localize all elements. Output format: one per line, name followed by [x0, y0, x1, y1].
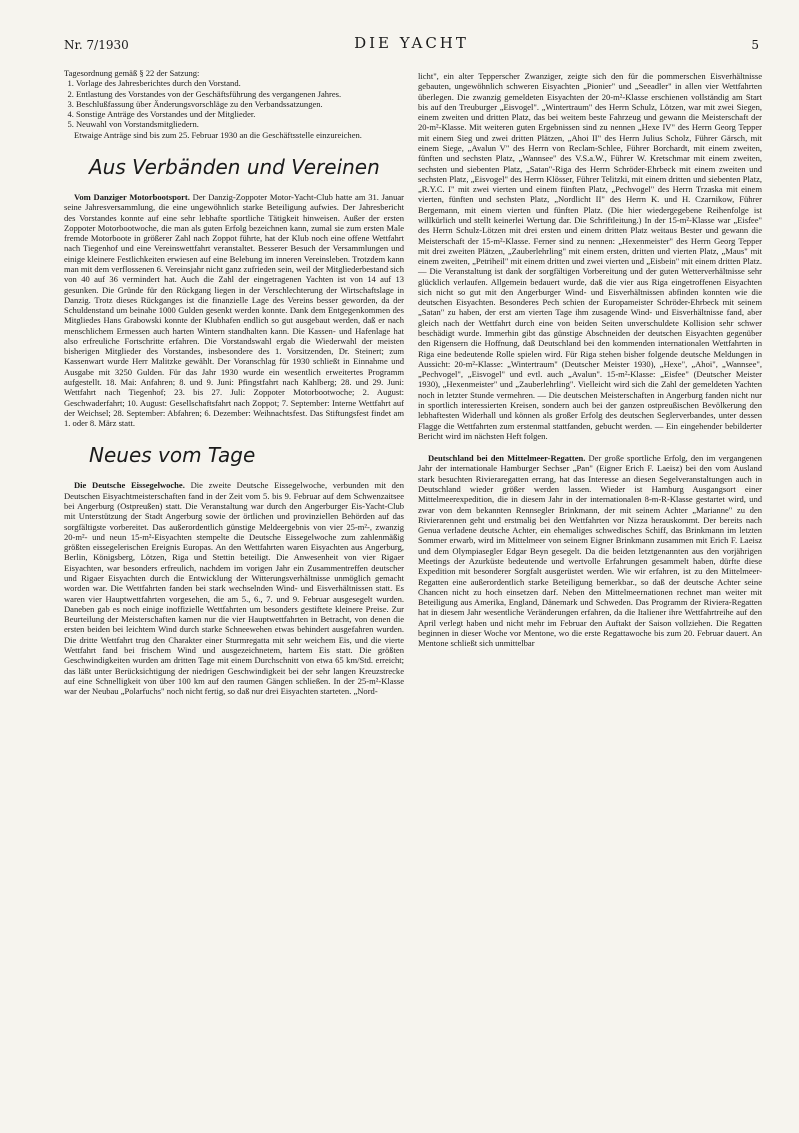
- agenda-item: 5. Neuwahl von Vorstandsmitgliedern.: [76, 119, 404, 129]
- section-heading-verbaende: Aus Verbänden und Vereinen: [89, 154, 380, 179]
- right-column: [418, 71, 762, 648]
- page-header: [64, 34, 759, 58]
- article-lead: Vom Danziger Motorbootsport.: [74, 191, 190, 202]
- article-lead: Deutschland bei den Mittelmeer-Regatten.: [428, 453, 586, 464]
- agenda-item: 3. Beschlußfassung über Änderungsvorschläge zu den Verbandssatzungen.: [76, 99, 404, 109]
- paragraph-spacer: [418, 441, 762, 453]
- article-danzig: [64, 192, 404, 428]
- agenda-list: [64, 78, 404, 129]
- article-lead: Die Deutsche Eissegelwoche.: [74, 480, 185, 491]
- left-column: [64, 68, 404, 696]
- agenda-item: 1. Vorlage des Jahresberichtes durch den Vorstand.: [76, 78, 404, 88]
- agenda-item: 4. Sonstige Anträge des Vorstandes und der Mitglieder.: [76, 109, 404, 119]
- magazine-title: DIE YACHT: [354, 34, 469, 52]
- article-eissegelwoche: [64, 480, 404, 696]
- article-body: Die zweite Deutsche Eissegelwoche, verbunden mit den Deutschen Eisyachtmeisterschaften fand in der Zeit vom 5. bis 9. Februar auf dem Schwenzaitsee bei Angerburg (Ostpreußen) statt. Die Veranstaltung war durch den Angerburger Eis-Yacht-Club mit Unterstützung der Stadt Angerburg sowie der örtlichen und provinziellen Behörden auf das sorgfältigste vorbereitet. Das außerordentlich günstige Meldeergebnis von vier 25-m²-, zwanzig 20-m²- und neun 15-m²-Eisyachten stempelte die Deutsche Eissegelwoche zum zahlenmäßig größten eissegelerischen Ereignis Europas. An den Wettfahrten waren Eisyachten aus Angerburg, Berlin, Königsberg, Lötzen, Riga und Stettin beteiligt. Die Anwesenheit von vier Rigaer Eisyachten, war besonders erfreulich, nachdem im vorigen Jahr ein Zusammentreffen deutscher und Rigaer Eisyachten durch die Entwicklung der Witterungsverhältnisse unmöglich gemacht worden war. Die Wettfahrten fanden bei stark wechselnden Wind- und Eisverhältnissen statt. Es waren vier Hauptwettfahrten vorgesehen, die am 5., 6., 7. und 9. Februar ausgesegelt wurden. Daneben gab es noch einige inoffizielle Wettfahrten um besonders gestiftete kleinere Preise. Zur Beurteilung der Meisterschaften kamen nur die vier Hauptwettfahrten in Betracht, von denen die ersten beiden bei leichtem Wind durch starke Schneewehen etwas behindert ausgefahren wurden. Die dritte Wettfahrt trug den Charakter einer Sturmregatta mit sehr weichem Eis, und die vierte Wettfahrt fand bei frischem Wind und ausgezeichnetem, hartem Eis statt. Die größten Geschwindigkeiten wurden am dritten Tage mit einem Durchschnitt von etwa 65 km/Std. erreicht; das läßt unter Berücksichtigung der niedrigen Geschwindigkeit bei der sehr langen Kreuzstrecke auf eine Schnelligkeit von über 100 km auf den raumen Gängen schließen. In der 25-m²-Klasse war der Neubau „Polarfuchs" noch nicht fertig, so daß nur drei Eisyachten starteten. „Nord-: [64, 480, 405, 697]
- article-eissegelwoche-continued: licht", ein alter Tepperscher Zwanziger, zeigte sich den für die pommerschen Eisverhältnisse gebauten, ungewöhnlich schweren Eisyachten „Pionier" und „Seeadler" in allen vier Wettfahrten überlegen. Die zwanzig gemeldeten Eisyachten der 20-m²-Klasse erschienen vollständig am Start bis auf den Treuburger „Eisvogel". „Wintertraum" des Herrn Schulz, Lötzen, war mit zwei Siegen, einem zweiten und dritten Platz, das bei weitem beste Fahrzeug und gewann die Meisterschaft der 20-m²-Klasse. Mit weiteren guten Ergebnissen sind zu nennen „Hexe IV" des Herrn Georg Tepper mit einem Sieg und zwei dritten Plätzen, „Ahoi II" des Herrn Julius Scholz, Führer Gärsch, mit einem Siege, „Avalun V" des Herrn von Reclam-Schlee, Führer Borchardt, mit einem zweiten, fünften und sechsten Platz, „Wannsee" des V.S.a.W., Führer W. Kretschmar mit einem zweiten, sechsten und siebenten Platz, „Satan"-Riga des Herrn Schröder-Ehrbeck mit einem zweiten und sechsten Platz, „Eisvogel" des Herrn Klösser, Führer Telitzki, mit einem dritten und siebenten Platz, „R.Y.C. I" mit zwei vierten und einem fünften Platz, „Pechvogel" des Herrn Trzaska mit einem vierten, fünften und sechsten Platz, „Nordlicht II" des Herrn K. und H. Czarnikow, Führer Bergemann, mit einem vierten und fünften Platz. (Die hier wiedergegebene Reihenfolge ist willkürlich und stellt keinerlei Wertung dar. Die Schriftleitung.) In der 15-m²-Klasse war „Eisfee" des Herrn Schulz-Lötzen mit drei ersten und einem dritten Platz weitaus Bester und gewann die Meisterschaft der 15-m²-Klasse. Ferner sind zu nennen: „Hexenmeister" des Herrn Georg Tepper mit drei zweiten Plätzen, „Zauberlehrling" mit einem ersten, dritten und vierten Platz, „Maus" mit einem zweiten, „Petriheil" mit einem dritten und zwei vierten und „Eisbein" mit einem dritten Platz. — Die Veranstaltung ist dank der sorgfältigen Vorbereitung und der guten Wetterverhältnisse sehr glücklich verlaufen. Allgemein bedauert wurde, daß die vier aus Riga eingetroffenen Eisyachten sich nicht so gut mit den Angerburger Wind- und Eisverhältnissen abfinden konnten wie die deutschen Eisyachten. Besonderes Pech schien der Europameister Schröder-Ehrbeck mit seinem „Satan" zu haben, der erst am vierten Tage ihm zusagende Wind- und Eisverhältnisse fand, aber gleich nach der Wettfahrt durch eine von beiden Seiten unverschuldete Kollision sehr schwer beschädigt wurde. Immerhin gibt das günstige Abschneiden der deutschen Eisyachten gegenüber den Rigensern die Hoffnung, daß Deutschland bei den kommenden internationalen Wettfahrten in Riga eine bedeutende Rolle spielen wird. Für Riga stehen bisher folgende deutsche Meldungen in Aussicht: 20-m²-Klasse: „Wintertraum" (Deutscher Meister 1930), „Hexe", „Ahoi", „Wannsee", „Pechvogel", „Eisvogel" und evtl. auch „Avalun". 15-m²-Klasse: „Eisfee" (Deutscher Meister 1930), „Hexenmeister" und „Zauberlehrling". Vielleicht wird sich die Zahl der gemeldeten Yachten noch in letzter Stunde vermehren. — Die deutschen Meisterschaften in Angerburg fanden nicht nur in sportlich interessierten Kreisen, sondern auch bei der ganzen ostpreußischen Bevölkerung den lebhaftesten Widerhall und können als großer Erfolg des deutschen Seglerverbandes, unter dessen Flagge die Wettfahrten zum erstenmal stattfanden, gebucht werden. — Ein eingehender bebilderter Bericht wird im nächsten Heft folgen.: [418, 71, 762, 441]
- agenda-intro: Tagesordnung gemäß § 22 der Satzung:: [64, 68, 200, 78]
- article-body: Der große sportliche Erfolg, den im vergangenen Jahr der internationale Hamburger Sechser „Pan" (Eigner Erich F. Laeisz) bei den vom Ausland stark besuchten Rivieraregatten errang, hat das Interesse an diesen Segelveranstaltungen auch in Deutschland wieder größer werden lassen. Wieder ist Hamburg Ausgangsort einer Mittelmeerexpedition, die in diesem Jahr in der internationalen 8-m-R-Klasse gestartet wird, und zwar von dem bekannten Rennsegler Brinkmann, der mit seinem Achter „Marianne" zu den Rivierarennen geht und erstmalig bei den Wettfahrten vor Nizza herauskommt. Der bereits nach Genua verladene deutsche Achter, ein ehemaliges schwedisches Schiff, das Brinkmann im letzten Sommer erwarb, wird im Mittelmeer von seinem Eigner Brinkmann zusammen mit Erich F. Laeisz und dem Olympiasegler Edgar Beyn gesegelt. Da die beiden letztgenannten aus den vorjährigen Meetings der Azurküste bedeutende und wertvolle Erfahrungen gesammelt haben, dürfte diese Expedition mit besonderer Sorgfalt ausgerüstet werden. Wie wir erfahren, ist zu den Mittelmeer-Regatten eine außerordentlich starke Beteiligung bemerkbar., so daß der deutsche Achter seine Chancen nicht zu hoch einsetzen darf. Neben den Mittelmeernationen rechnet man weiter mit Beteiligung aus Amerika, England, Dänemark und Schweden. Das Programm der Riviera-Regatten hat in diesem Jahr wesentliche Veränderungen erfahren, da die Italiener ihre Wettfahrtreihe auf den April verlegt haben und nicht mehr im Februar den Auftakt der Saison vollziehen. Die Regatten beginnen in dieser Woche vor Mentone, wo die erste Regattawoche bis zum 20. Februar dauert. An Mentone schließt sich unmittelbar: [418, 453, 762, 649]
- issue-number: Nr. 7/1930: [64, 38, 129, 52]
- agenda-note: Etwaige Anträge sind bis zum 25. Februar 1930 an die Geschäftsstelle einzureichen.: [74, 129, 362, 140]
- section-heading-neues: Neues vom Tage: [89, 443, 256, 468]
- agenda-item: 2. Entlastung des Vorstandes von der Geschäftsführung des vergangenen Jahres.: [76, 89, 404, 99]
- article-mittelmeer: [418, 453, 762, 648]
- page-number: 5: [751, 38, 759, 52]
- article-body: Der Danzig-Zoppoter Motor-Yacht-Club hatte am 31. Januar seine Jahresversammlung, die eine ungewöhnlich starke Beteiligung aufwies. Der Jahresbericht des Vorstandes konnte auf eine sehr lebhafte sportliche Tätigkeit hinweisen. Außer der ersten Zoppoter Motorbootwoche, die man als guten Erfolg bezeichnen kann, zumal sie zum ersten Male fremde Motorboote in größerer Zahl nach Zoppot führte, hat der Klub noch eine offene Wettfahrt nach Tiegenhof und eine Vereinswettfahrt veranstaltet. Besserer Besuch der Versammlungen und einige kleinere Festlichkeiten erwiesen auf eine Belebung im inneren Vereinsleben. Trotzdem kann man mit dem verflossenen 6. Vereinsjahr nicht ganz zufrieden sein, weil der Mitgliederbestand sich von 40 auf 36 vermindert hat. Auch die Zahl der eingetragenen Yachten ist von 14 auf 13 gesunken. Die Gründe für den Rückgang liegen in der Verschlechterung der Wirtschaftslage in Danzig. Trotz dieses Rückganges ist die finanzielle Lage des Vereins besser geworden, da der Schuldenstand um beinahe 1000 Gulden gesenkt werden konnte. Dank dem Entgegenkommen des Mitgliedes Hans Grabowski konnte der Klubhafen endlich so gut ausgebaut werden, daß er nach menschlichem Ermessen auch harten Wintern standhalten kann. Die Kassen- und Hafenlage hat also erfreuliche Fortschritte erfahren. Die Vorstandswahl ergab die Wiederwahl der meisten bisherigen Mitglieder des Vorstandes, insbesondere des 1. Vorsitzenden, Dr. Steinert; zum Kassenwart wurde Herr Malitzke gewählt. Der Voranschlag für 1930 schließt in Einnahme und Ausgabe mit 3250 Gulden. Für das Jahr 1930 wurde ein wesentlich erweitertes Programm aufgestellt. 18. Mai: Anfahren; 8. und 9. Juni: Pfingstfahrt nach Kahlberg; 28. und 29. Juni: Wettfahrt nach Tiegenhof; 23. bis 27. Juli: Zoppoter Motorbootwoche; 2. August: Geschwaderfahrt; 10. August: Gesellschaftsfahrt nach Zoppot; 7. September: Interne Wettfahrt auf der Weichsel; 28. September: Abfahren; 6. Dezember: Weihnachtsfest. Das Stiftungsfest findet am 1. oder 8. März statt.: [64, 191, 404, 429]
